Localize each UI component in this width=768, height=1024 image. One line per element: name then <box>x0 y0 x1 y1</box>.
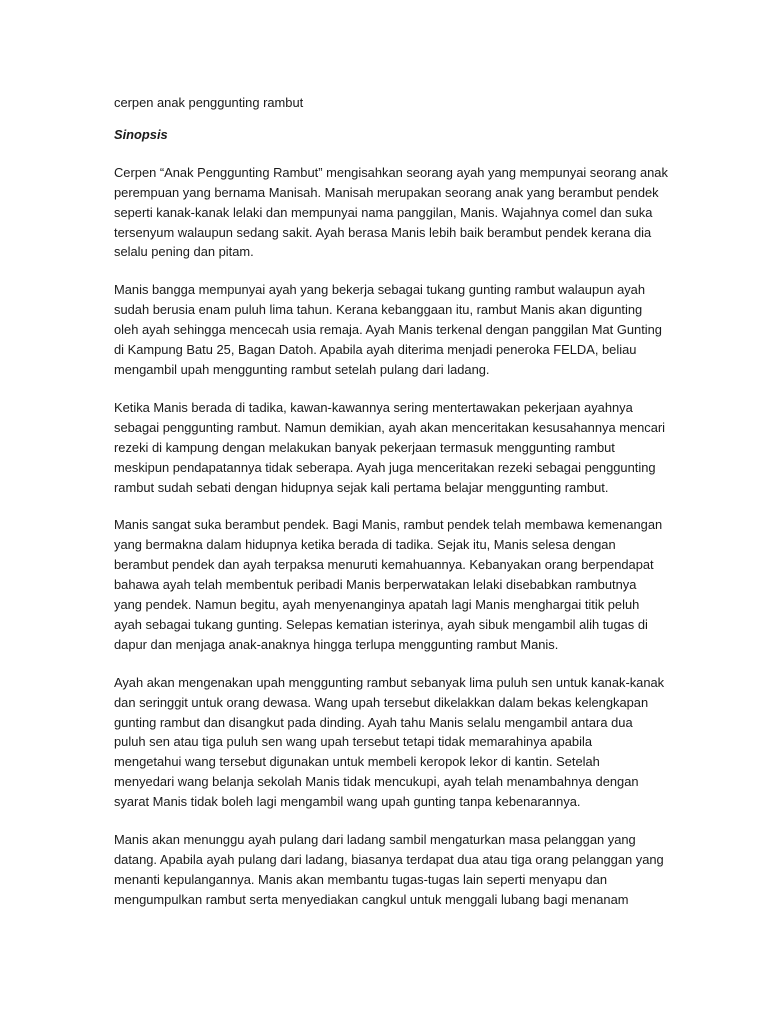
paragraph-line: sudah berusia enam puluh lima tahun. Kerana kebanggaan itu, rambut Manis akan digunting <box>114 302 643 318</box>
paragraph-line: Manis sangat suka berambut pendek. Bagi Manis, rambut pendek telah membawa kemenangan <box>114 517 663 533</box>
paragraph-line: puluh sen atau tiga puluh sen wang upah tersebut tetapi tidak memarahinya apabila <box>114 734 592 750</box>
paragraph-line: Manis bangga mempunyai ayah yang bekerja sebagai tukang gunting rambut walaupun ayah <box>114 282 646 298</box>
paragraph-line: syarat Manis tidak boleh lagi mengambil wang upah gunting tanpa kebenarannya. <box>114 794 581 810</box>
paragraph-2 <box>114 280 674 380</box>
paragraph-line: gunting rambut dan disangkut pada dinding. Ayah tahu Manis selalu mengambil antara dua <box>114 714 633 730</box>
paragraph-line: oleh ayah sehingga mencecah usia remaja. Ayah Manis terkenal dengan panggilan Mat Gunting <box>114 322 662 338</box>
paragraph-line: Ayah akan mengenakan upah menggunting rambut sebanyak lima puluh sen untuk kanak-kanak <box>114 674 665 690</box>
paragraph-line: sebagai penggunting rambut. Namun demikian, ayah akan menceritakan kesusahannya mencari <box>114 419 666 435</box>
paragraph-6 <box>114 830 674 910</box>
paragraph-line: selalu pening dan pitam. <box>114 244 254 260</box>
paragraph-line: Ketika Manis berada di tadika, kawan-kawannya sering mentertawakan pekerjaan ayahnya <box>114 399 633 415</box>
paragraph-line: yang pendek. Namun begitu, ayah menyenanginya apatah lagi Manis menghargai titik peluh <box>114 597 640 613</box>
paragraph-line: menanti kepulangannya. Manis akan membantu tugas-tugas lain seperti menyapu dan <box>114 871 608 887</box>
document-subtitle: Sinopsis <box>114 126 168 142</box>
paragraph-4 <box>114 515 674 654</box>
paragraph-line: rambut sudah sebati dengan hidupnya sejak kali pertama belajar menggunting rambut. <box>114 479 609 495</box>
paragraph-line: seperti kanak-kanak lelaki dan mempunyai nama panggilan, Manis. Wajahnya comel dan suka <box>114 204 653 220</box>
paragraph-5 <box>114 673 674 812</box>
paragraph-line: perempuan yang bernama Manisah. Manisah merupakan seorang anak yang berambut pendek <box>114 184 659 200</box>
paragraph-line: menyedari wang belanja sekolah Manis tidak mencukupi, ayah telah menambahnya dengan <box>114 774 639 790</box>
document-body <box>114 93 674 928</box>
paragraph-line: mengambil upah menggunting rambut setelah pulang dari ladang. <box>114 361 490 377</box>
document-title: cerpen anak penggunting rambut <box>114 95 304 110</box>
paragraph-line: rezeki di kampung dengan melakukan banyak pekerjaan termasuk menggunting rambut <box>114 439 615 455</box>
paragraph-line: tersenyum walaupun sedang sakit. Ayah berasa Manis lebih baik berambut pendek kerana dia <box>114 224 652 240</box>
paragraph-line: datang. Apabila ayah pulang dari ladang, biasanya terdapat dua atau tiga orang pelanggan yang <box>114 852 664 867</box>
paragraph-line: bahawa ayah telah membentuk peribadi Manis berperwatakan lelaki disebabkan rambutnya <box>114 577 637 593</box>
paragraph-line: mengetahui wang tersebut digunakan untuk membeli keropok lekor di kantin. Setelah <box>114 754 600 770</box>
paragraph-line: di Kampung Batu 25, Bagan Datoh. Apabila ayah diterima menjadi peneroka FELDA, beliau <box>114 342 637 358</box>
paragraph-line: mengumpulkan rambut serta menyediakan cangkul untuk menggali lubang bagi menanam <box>114 891 629 907</box>
paragraph-line: meskipun pendapatannya tidak seberapa. Ayah juga menceritakan rezeki sebagai penggunting <box>114 459 656 475</box>
paragraph-line: Manis akan menunggu ayah pulang dari ladang sambil mengaturkan masa pelanggan yang <box>114 832 636 848</box>
paragraph-line: dapur dan menjaga anak-anaknya hingga terlupa menggunting rambut Manis. <box>114 636 559 652</box>
paragraph-line: yang bermakna dalam hidupnya ketika berada di tadika. Sejak itu, Manis selesa dengan <box>114 537 616 553</box>
paragraph-line: berambut pendek dan ayah terpaksa menuruti kemahuannya. Kebanyakan orang berpendapat <box>114 557 654 573</box>
paragraph-3 <box>114 398 674 498</box>
paragraph-line: Cerpen “Anak Penggunting Rambut” mengisahkan seorang ayah yang mempunyai seorang anak <box>114 164 668 180</box>
paragraph-1 <box>114 163 674 263</box>
paragraph-line: dan seringgit untuk orang dewasa. Wang upah tersebut dikelakkan dalam bekas kelengkapan <box>114 694 649 710</box>
paragraph-line: ayah sebagai tukang gunting. Selepas kematian isterinya, ayah sibuk mengambil alih tugas di <box>114 616 648 632</box>
